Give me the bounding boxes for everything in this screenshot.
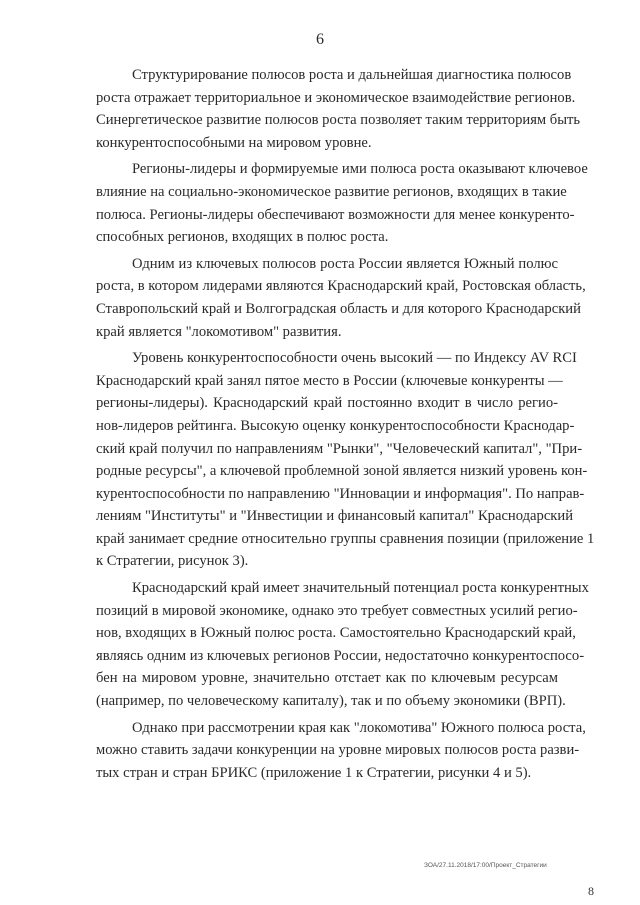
text-line: (например, по человеческому капиталу), так и по объему экономики (ВРП). xyxy=(96,693,566,710)
text-line: способных регионов, входящих в полюс роста. xyxy=(96,229,389,246)
text-line: можно ставить задачи конкуренции на уровне мировых полюсов роста разви- xyxy=(96,742,580,759)
document-body xyxy=(96,64,595,788)
text-line: бен на мировом уровне, значительно отстает как по ключевым ресурсам xyxy=(96,670,558,687)
text-line: курентоспособности по направлению "Инновации и информация". По направ- xyxy=(96,485,585,502)
paragraph xyxy=(96,64,581,154)
paragraph xyxy=(96,158,588,248)
text-line: нов, входящих в Южный полюс роста. Самостоятельно Краснодарский край, xyxy=(96,625,576,642)
footer-stamp: ЗОА/27.11.2018/17:00/Проект_Стратегии xyxy=(424,862,547,869)
text-line: Одним из ключевых полюсов роста России является Южный полюс xyxy=(132,255,558,272)
text-line: ский край получил по направлениям "Рынки", "Человеческий капитал", "При- xyxy=(96,440,583,457)
text-line: регионы-лидеры). Краснодарский край постоянно входит в число регио- xyxy=(96,395,558,412)
text-line: влияние на социально-экономическое развитие регионов, входящих в такие xyxy=(96,183,567,200)
corner-mark: 8 xyxy=(588,884,594,898)
text-line: Регионы-лидеры и формируемые ими полюса роста оказывают ключевое xyxy=(132,161,588,178)
text-line: Однако при рассмотрении края как "локомотива" Южного полюса роста, xyxy=(132,719,586,736)
text-line: роста, в котором лидерами являются Краснодарский край, Ростовская область, xyxy=(96,278,586,295)
text-line: к Стратегии, рисунок 3). xyxy=(96,553,249,570)
paragraph xyxy=(96,253,586,343)
paragraph xyxy=(96,577,589,713)
text-line: являясь одним из ключевых регионов России, недостаточно конкурентоспосо- xyxy=(96,647,585,664)
text-line: роста отражает территориальное и экономическое взаимодействие регионов. xyxy=(96,89,576,106)
text-line: позиций в мировой экономике, однако это требует совместных усилий регио- xyxy=(96,602,578,619)
text-line: полюса. Регионы-лидеры обеспечивают возможности для менее конкуренто- xyxy=(96,206,575,223)
text-line: Уровень конкурентоспособности очень высокий — по Индексу AV RCI xyxy=(132,350,577,367)
text-line: нов-лидеров рейтинга. Высокую оценку конкурентоспособности Краснодар- xyxy=(96,417,575,434)
text-line: Структурирование полюсов роста и дальнейшая диагностика полюсов xyxy=(132,67,572,83)
text-line: лениям "Институты" и "Инвестиции и финансовый капитал" Краснодарский xyxy=(96,508,574,525)
text-line: Синергетическое развитие полюсов роста позволяет таким территориям быть xyxy=(96,112,581,129)
text-line: Ставропольский край и Волгоградская область и для которого Краснодарский xyxy=(96,300,581,317)
text-line: край является "локомотивом" развития. xyxy=(96,323,342,340)
paragraph xyxy=(96,717,586,785)
text-line: тых стран и стран БРИКС (приложение 1 к Стратегии, рисунки 4 и 5). xyxy=(96,764,532,781)
text-line: Краснодарский край занял пятое место в России (ключевые конкуренты — xyxy=(96,372,563,389)
paragraph xyxy=(96,347,595,573)
text-line: конкурентоспособными на мировом уровне. xyxy=(96,134,372,151)
text-line: край занимает средние относительно группы сравнения позиции (приложение 1 xyxy=(96,530,595,547)
text-line: Краснодарский край имеет значительный потенциал роста конкурентных xyxy=(132,580,589,597)
page-number: 6 xyxy=(316,31,324,48)
text-line: родные ресурсы", а ключевой проблемной зоной является низкий уровень кон- xyxy=(96,463,588,480)
